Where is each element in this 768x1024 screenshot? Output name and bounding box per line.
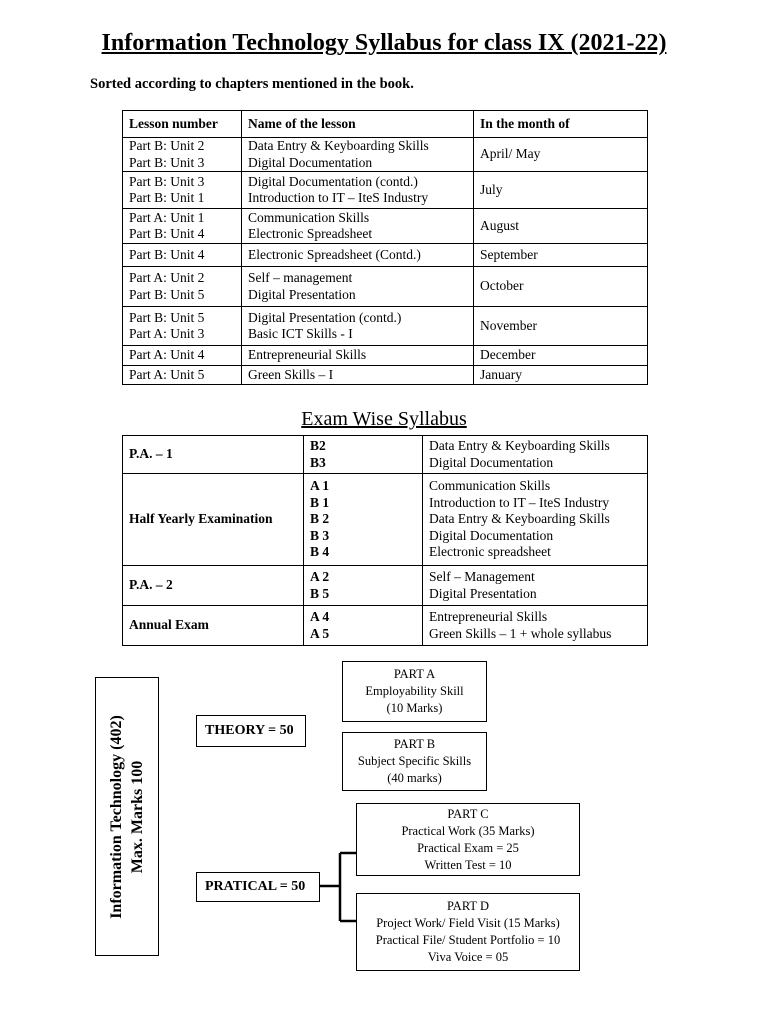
page-title: Information Technology Syllabus for class IX (2021-22) (101, 30, 667, 56)
exam-name-cell: P.A. – 1 (123, 436, 304, 474)
lesson-name-line: Communication Skills (248, 209, 370, 225)
lesson-number-line: Part B: Unit 3 (129, 173, 205, 189)
part-a-desc: Employability Skill (365, 684, 464, 698)
exam-codes-line: A 4 (310, 609, 330, 624)
lesson-name-line: Digital Documentation (contd.) (248, 173, 418, 189)
exam-codes-line: B 4 (310, 544, 330, 560)
exam-codes-line: B 1 (310, 494, 330, 510)
exam-topics-line: Data Entry & Keyboarding Skills (429, 438, 610, 453)
lesson-name-line: Basic ICT Skills - I (248, 326, 353, 341)
subject-name: Information Technology (402) (108, 714, 125, 919)
lesson-name-line: Self – management (248, 270, 353, 285)
exam-topics-line: Digital Presentation (429, 585, 537, 601)
exam-name-cell: P.A. – 2 (123, 566, 304, 606)
part-b-desc: Subject Specific Skills (357, 754, 472, 768)
month-cell: April/ May (474, 138, 648, 172)
lesson-name-line: Introduction to IT – IteS Industry (248, 190, 429, 205)
exam-topics-line: Data Entry & Keyboarding Skills (429, 511, 610, 527)
lesson-number-line: Part B: Unit 1 (129, 190, 205, 205)
part-d-desc: Project Work/ Field Visit (15 Marks) (376, 916, 560, 930)
part-d-title: PART D (447, 899, 489, 913)
lesson-number-line: Part A: Unit 3 (129, 326, 205, 341)
exam-topics-line: Self – Management (429, 569, 535, 584)
exam-topics-line: Electronic spreadsheet (429, 544, 551, 560)
exam-codes-line: B 5 (310, 585, 330, 601)
exam-topics-line: Digital Documentation (429, 454, 554, 470)
page-subtitle: Sorted according to chapters mentioned in the book. (90, 76, 414, 92)
month-cell: October (474, 267, 648, 307)
lesson-number-line: Part B: Unit 4 (129, 226, 205, 241)
header-lesson-number: Lesson number (123, 111, 242, 138)
part-b-title: PART B (393, 737, 436, 751)
lesson-name-line: Entrepreneurial Skills (248, 347, 367, 363)
lesson-number-line: Part A: Unit 5 (129, 366, 205, 382)
lesson-number-line: Part A: Unit 4 (129, 347, 205, 363)
lesson-name-line: Electronic Spreadsheet (248, 226, 373, 241)
exam-section-title: Exam Wise Syllabus (301, 408, 467, 430)
exam-codes-line: A 5 (310, 625, 330, 641)
exam-topics-line: Introduction to IT – IteS Industry (429, 494, 610, 510)
theory-box: THEORY = 50 (196, 715, 306, 747)
lesson-name-line: Digital Presentation (contd.) (248, 309, 402, 325)
part-b-marks: (40 marks) (387, 771, 442, 785)
exam-codes-line: B2 (310, 438, 326, 453)
exam-name-cell: Annual Exam (123, 606, 304, 646)
month-cell: August (474, 209, 648, 244)
part-c-title: PART C (447, 806, 489, 821)
exam-topics-line: Green Skills – 1 + whole syllabus (429, 625, 612, 641)
exam-codes-line: B 3 (310, 527, 330, 543)
part-a-title: PART A (393, 667, 436, 681)
lesson-number-line: Part B: Unit 3 (129, 154, 205, 170)
exam-codes-line: B3 (310, 454, 326, 470)
month-cell: January (474, 366, 648, 385)
lesson-name-line: Digital Presentation (248, 286, 356, 302)
part-d-file: Practical File/ Student Portfolio = 10 (375, 933, 561, 947)
lesson-number-line: Part A: Unit 2 (129, 270, 205, 285)
part-c-exam: Practical Exam = 25 (417, 840, 519, 855)
month-cell: November (474, 307, 648, 346)
lesson-number-line: Part B: Unit 5 (129, 309, 205, 325)
month-cell: December (474, 346, 648, 366)
part-c-test: Written Test = 10 (424, 857, 512, 872)
lesson-number-line: Part B: Unit 5 (129, 286, 205, 302)
exam-codes-line: A 1 (310, 478, 330, 494)
exam-name-cell: Half Yearly Examination (123, 474, 304, 566)
header-month: In the month of (474, 111, 648, 138)
practical-box: PRATICAL = 50 (196, 872, 320, 902)
lesson-number-line: Part B: Unit 4 (129, 246, 205, 262)
lesson-name-line: Data Entry & Keyboarding Skills (248, 138, 429, 153)
part-c-desc: Practical Work (35 Marks) (401, 823, 535, 838)
header-lesson-name: Name of the lesson (242, 111, 474, 138)
exam-topics-line: Digital Documentation (429, 527, 554, 543)
month-cell: July (474, 172, 648, 209)
lesson-name-line: Digital Documentation (248, 154, 373, 170)
lesson-name-line: Green Skills – I (248, 366, 334, 382)
part-a-marks: (10 Marks) (386, 701, 443, 715)
month-cell: September (474, 244, 648, 267)
lesson-number-line: Part B: Unit 2 (129, 138, 205, 153)
part-d-viva: Viva Voice = 05 (427, 950, 509, 964)
lesson-name-line: Electronic Spreadsheet (Contd.) (248, 246, 421, 262)
max-marks: Max. Marks 100 (129, 760, 146, 873)
exam-codes-line: A 2 (310, 569, 330, 584)
lesson-number-line: Part A: Unit 1 (129, 209, 205, 225)
exam-topics-line: Communication Skills (429, 478, 551, 494)
exam-topics-line: Entrepreneurial Skills (429, 609, 548, 624)
exam-codes-line: B 2 (310, 511, 330, 527)
